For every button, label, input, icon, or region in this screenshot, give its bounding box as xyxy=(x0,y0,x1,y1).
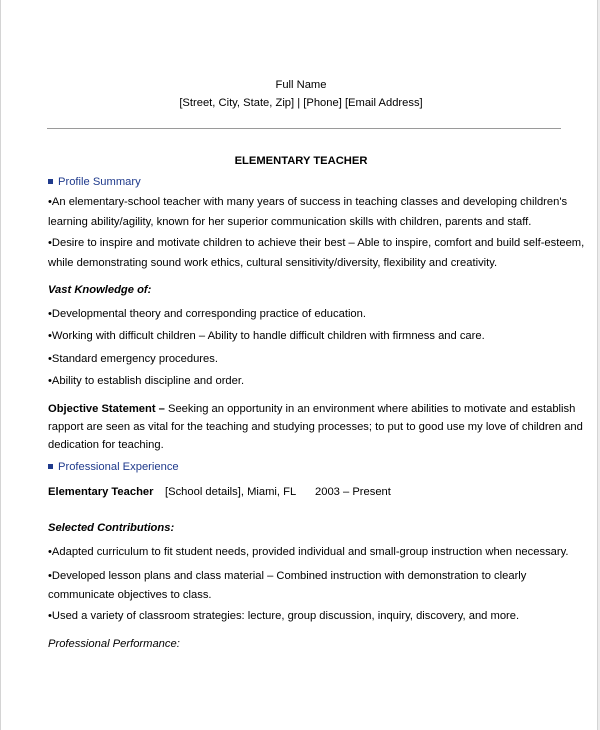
list-item: •Desire to inspire and motivate children to achieve their best – Able to inspire, comfort and build self-esteem, xyxy=(48,237,585,249)
job-dates: 2003 – Present xyxy=(315,486,391,498)
full-name: Full Name xyxy=(275,79,327,91)
list-item: •Ability to establish discipline and order. xyxy=(48,375,245,387)
header-divider xyxy=(47,128,561,129)
list-item: •Adapted curriculum to fit student needs, provided individual and small-group instruction when necessary. xyxy=(48,546,569,558)
list-item: learning ability/agility, known for her superior communication skills with children, parents and staff. xyxy=(48,216,532,228)
profile-summary-heading: Profile Summary xyxy=(48,175,141,189)
list-item: •Standard emergency procedures. xyxy=(48,353,218,365)
objective-label: Objective Statement – xyxy=(48,403,165,415)
list-item: •Developmental theory and corresponding practice of education. xyxy=(48,308,366,320)
list-item: while demonstrating sound work ethics, cultural sensitivity/diversity, flexibility and creativity. xyxy=(48,257,498,269)
performance-heading: Professional Performance: xyxy=(48,638,180,650)
list-item: •Working with difficult children – Ability to handle difficult children with firmness and care. xyxy=(48,330,485,342)
professional-experience-heading: Professional Experience xyxy=(48,460,179,474)
objective-statement-line: Objective Statement – Seeking an opportunity in an environment where abilities to motivate and establish xyxy=(48,403,576,415)
contributions-heading: Selected Contributions: xyxy=(48,522,175,534)
list-item: •Developed lesson plans and class material – Combined instruction with demonstration to clearly xyxy=(48,570,527,582)
objective-statement-line: dedication for teaching. xyxy=(48,439,164,451)
list-item: •An elementary-school teacher with many years of success in teaching classes and developing children's xyxy=(48,196,568,208)
bullet-square-icon xyxy=(48,179,53,184)
resume-title: ELEMENTARY TEACHER xyxy=(234,155,368,167)
contact-info: [Street, City, State, Zip] | [Phone] [Email Address] xyxy=(179,97,423,109)
list-item: communicate objectives to class. xyxy=(48,589,212,601)
job-title: Elementary Teacher xyxy=(48,486,154,498)
objective-statement-line: rapport are seen as vital for the teaching and studying processes; to put to good use my love of children and xyxy=(48,421,583,433)
list-item: •Used a variety of classroom strategies: lecture, group discussion, inquiry, discovery, and more. xyxy=(48,610,520,622)
bullet-square-icon xyxy=(48,464,53,469)
knowledge-heading: Vast Knowledge of: xyxy=(48,284,152,296)
school-details: [School details], Miami, FL xyxy=(165,486,297,498)
